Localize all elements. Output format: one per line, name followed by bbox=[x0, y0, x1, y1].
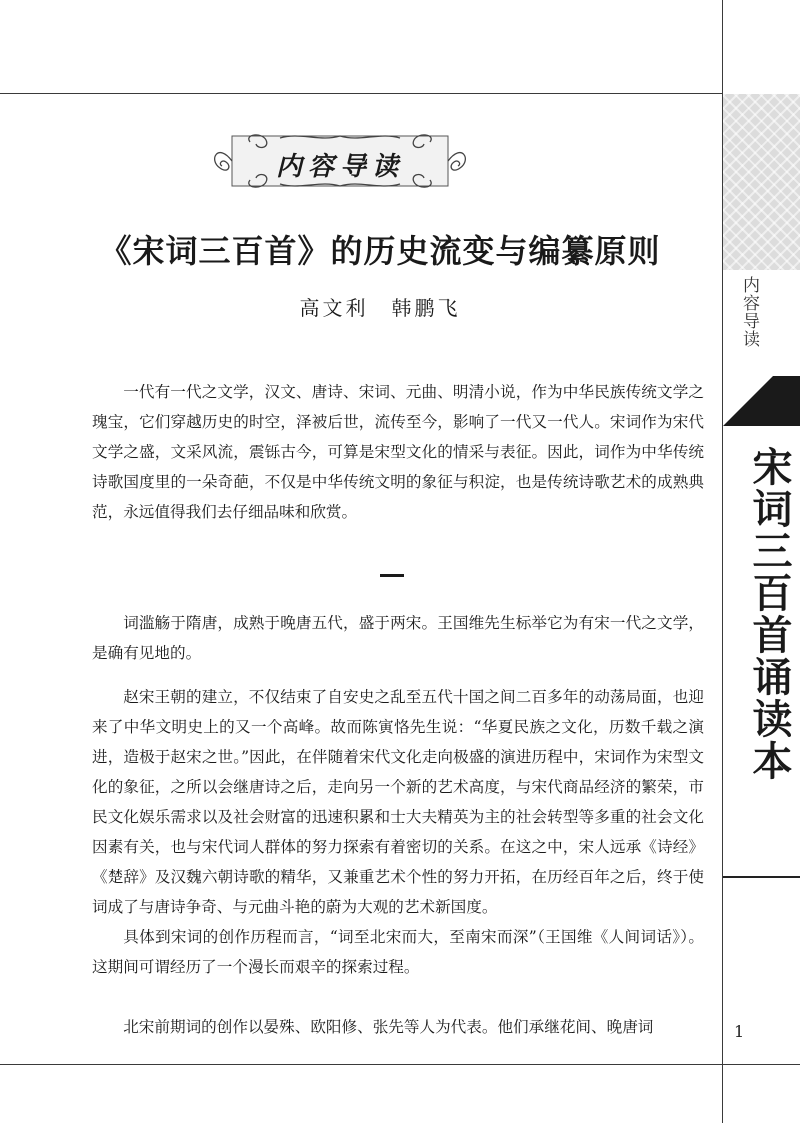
page-number: 1 bbox=[734, 1022, 745, 1041]
sidebar-band-notch bbox=[723, 376, 773, 426]
sidebar-book-title: 宋词三百首诵读本 bbox=[746, 446, 793, 782]
chapter-banner bbox=[210, 130, 470, 192]
intro-paragraph: 一代有一代之文学，汉文、唐诗、宋词、元曲、明清小说，作为中华民族传统文学之瑰宝，它们穿越历史的时空，泽被后世，流传至今，影响了一代又一代人。宋词作为宋代文学之盛，文采风流，震铄古今，可算是宋型文化的情采与表征。因此，词作为中华传统诗歌国度里的一朵奇葩，不仅是中华传统文明的象征与积淀，也是传统诗歌艺术的成熟典范，永远值得我们去仔细品味和欣赏。 bbox=[92, 383, 704, 521]
banner-title: 内容导读 bbox=[275, 152, 404, 182]
article-authors: 高文利 韩鹏飞 bbox=[299, 296, 461, 320]
body-paragraph: 赵宋王朝的建立，不仅结束了自安史之乱至五代十国之间二百多年的动荡局面，也迎来了中华文明史上的又一个高峰。故而陈寅恪先生说：“华夏民族之文化，历数千载之演进，造极于赵宋之世。”因此，在伴随着宋代文化走向极盛的演进历程中，宋词作为宋型文化的象征，之所以会继唐诗之后，走向另一个新的艺术高度，与宋代商品经济的繁荣，市民文化娱乐需求以及社会财富的迅速积累和士大夫精英为主的社会转型等多重的社会文化因素有关，也与宋代词人群体的努力探索有着密切的关系。在这之中，宋人远承《诗经》《楚辞》及汉魏六朝诗歌的精华，又兼重艺术个性的努力开拓，在历经百年之后，终于使词成了与唐诗争奇、与元曲斗艳的蔚为大观的艺术新国度。 bbox=[92, 688, 704, 916]
top-rule bbox=[0, 93, 722, 94]
body-paragraph: 词滥觞于隋唐，成熟于晚唐五代，盛于两宋。王国维先生标举它为有宋一代之文学，是确有见地的。 bbox=[92, 614, 704, 662]
body-paragraph: 北宋前期词的创作以晏殊、欧阳修、张先等人为代表。他们承继花间、晚唐词 bbox=[123, 1018, 654, 1036]
article-title: 《宋词三百首》的历史流变与编纂原则 bbox=[99, 232, 661, 270]
bottom-rule bbox=[0, 1064, 800, 1065]
sidebar-section-label: 内容导读 bbox=[739, 276, 759, 348]
section-number bbox=[380, 574, 404, 577]
sidebar-rule bbox=[723, 876, 800, 878]
body-paragraph: 具体到宋词的创作历程而言，“词至北宋而大，至南宋而深”（王国维《人间词话》）。这期间可谓经历了一个漫长而艰辛的探索过程。 bbox=[92, 928, 704, 976]
